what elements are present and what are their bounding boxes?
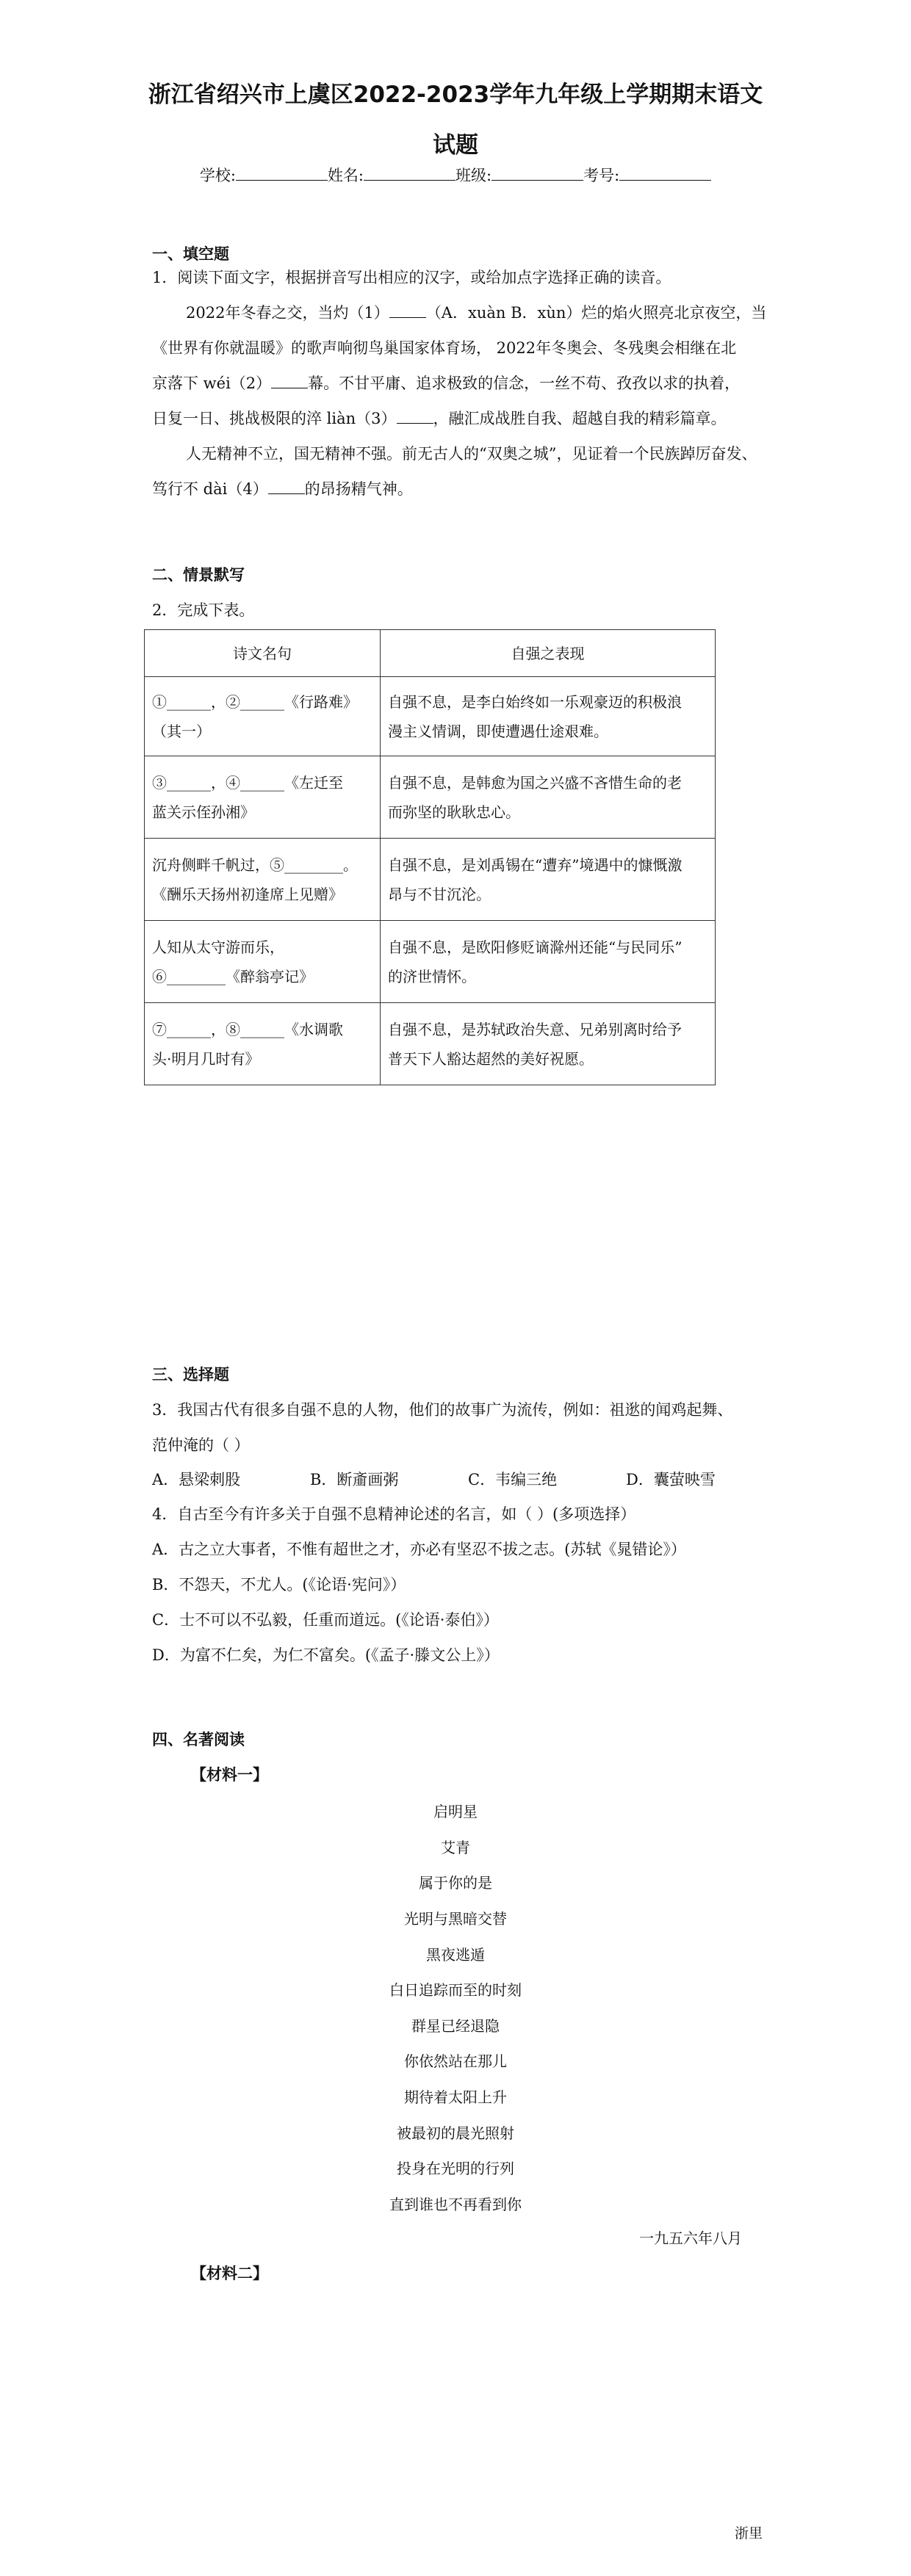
q3-stem-line2: 范仲淹的（ ） <box>152 1436 250 1454</box>
q1-para2-line1: 人无精神不立，国无精神不强。前无古人的“双奥之城”，见证着一个民族踔厉奋发、 <box>186 445 757 463</box>
poem-line: 期待着太阳上升 <box>404 2088 507 2106</box>
section3-heading: 三、选择题 <box>152 1366 229 1383</box>
table-cell-verse[interactable]: 沉舟侧畔千帆过，⑤________。 《酬乐天扬州初逢席上见赠》 <box>145 839 381 921</box>
table-cell-meaning: 自强不息，是苏轼政治失意、兄弟别离时给予 普天下人豁达超然的美好祝愿。 <box>381 1003 716 1085</box>
poem-line: 你依然站在那儿 <box>404 2052 507 2070</box>
section2-heading: 二、情景默写 <box>152 566 245 584</box>
poem-line: 光明与黑暗交替 <box>404 1910 507 1928</box>
q1-para1-line1: 2022年冬春之交，当灼（1） （A．xuàn B．xùn）烂的焰火照亮北京夜空，当 <box>186 304 767 322</box>
poem-title: 启明星 <box>433 1803 478 1820</box>
poem-line: 黑夜逃遁 <box>426 1946 485 1964</box>
table-cell-verse[interactable]: ①______，②______《行路难》 （其一） <box>145 677 381 756</box>
class-blank[interactable] <box>491 167 583 181</box>
poem-line: 群星已经退隐 <box>411 2017 500 2035</box>
page-footer: 浙里 <box>735 2525 763 2541</box>
section4-heading: 四、名著阅读 <box>152 1731 245 1748</box>
table-row <box>145 677 716 756</box>
table-cell-verse[interactable]: ③______，④______《左迁至 蓝关示侄孙湘》 <box>145 756 381 839</box>
q3-stem-line1: 3．我国古代有很多自强不息的人物，他们的故事广为流传，例如：祖逖的闻鸡起舞、 <box>152 1401 733 1419</box>
poem-date: 一九五六年八月 <box>639 2229 742 2247</box>
q4-option-b[interactable]: B．不怨天，不尤人。(《论语·宪问》） <box>152 1576 406 1593</box>
poem-line: 直到谁也不再看到你 <box>389 2196 522 2213</box>
table-header-cell: 自强之表现 <box>381 630 716 677</box>
q2-prompt: 2．完成下表。 <box>152 601 255 619</box>
q1-para1-line4: 日复一日、挑战极限的淬 liàn（3） ，融汇成战胜自我、超越自我的精彩篇章。 <box>152 410 727 427</box>
class-label: 班级: <box>455 167 492 184</box>
poem-author: 艾青 <box>441 1839 470 1856</box>
table-cell-meaning: 自强不息，是李白始终如一乐观豪迈的积极浪 漫主义情调，即使遭遇仕途艰难。 <box>381 677 716 756</box>
exam-no-blank[interactable] <box>619 167 711 181</box>
q1-para1-line2: 《世界有你就温暖》的歌声响彻鸟巢国家体育场， 2022年冬奥会、冬残奥会相继在北 <box>152 339 737 357</box>
name-blank[interactable] <box>364 167 455 181</box>
table-row <box>145 921 716 1003</box>
poem-line: 白日追踪而至的时刻 <box>389 1981 522 1999</box>
q4-option-d[interactable]: D．为富不仁矣，为仁不富矣。(《孟子·滕文公上》） <box>152 1646 500 1664</box>
table-cell-meaning: 自强不息，是韩愈为国之兴盛不吝惜生命的老 而弥坚的耿耿忠心。 <box>381 756 716 839</box>
table-cell-meaning: 自强不息，是欧阳修贬谪滁州还能“与民同乐” 的济世情怀。 <box>381 921 716 1003</box>
q1-para1-line3: 京落下 wéi（2） 幕。不甘平庸、追求极致的信念，一丝不苟、孜孜以求的执着， <box>152 375 741 392</box>
answer-blank-1[interactable] <box>389 304 426 318</box>
q3-option-c[interactable]: C．韦编三绝 <box>468 1471 558 1488</box>
exam-title-line1: 浙江省绍兴市上虞区2022-2023学年九年级上学期期末语文 <box>148 82 763 108</box>
exam-title-line2: 试题 <box>433 132 478 159</box>
material2-label: 【材料二】 <box>191 2264 268 2282</box>
name-label: 姓名: <box>327 167 364 184</box>
q3-option-a[interactable]: A．悬梁刺股 <box>152 1471 241 1488</box>
q3-option-d[interactable]: D．囊萤映雪 <box>626 1471 716 1488</box>
q4-stem: 4．自古至今有许多关于自强不息精神论述的名言，如（ ）(多项选择） <box>152 1505 636 1523</box>
school-blank[interactable] <box>236 167 328 181</box>
poem-line: 投身在光明的行列 <box>397 2160 514 2177</box>
table-header-row <box>145 630 716 677</box>
table-cell-verse[interactable]: 人知从太守游而乐， ⑥________《醉翁亭记》 <box>145 921 381 1003</box>
student-info-line <box>0 164 911 186</box>
answer-blank-4[interactable] <box>268 480 305 494</box>
poem-line: 被最初的晨光照射 <box>397 2124 514 2142</box>
section1-heading: 一、填空题 <box>152 245 229 263</box>
q4-option-a[interactable]: A．古之立大事者，不惟有超世之才，亦必有坚忍不拔之志。(苏轼《晁错论》） <box>152 1541 686 1558</box>
q4-option-c[interactable]: C．士不可以不弘毅，任重而道远。(《论语·泰伯》） <box>152 1611 499 1629</box>
exam-no-label: 考号: <box>583 167 620 184</box>
school-label: 学校: <box>199 167 236 184</box>
table-header-cell: 诗文名句 <box>145 630 381 677</box>
table-cell-verse[interactable]: ⑦______，⑧______《水调歌 头·明月几时有》 <box>145 1003 381 1085</box>
poem-line: 属于你的是 <box>419 1874 492 1892</box>
q1-intro: 1．阅读下面文字，根据拼音写出相应的汉字，或给加点字选择正确的读音。 <box>152 269 671 286</box>
q3-option-b[interactable]: B．断齑画粥 <box>310 1471 399 1488</box>
table-cell-meaning: 自强不息，是刘禹锡在“遭弃”境遇中的慷慨激 昂与不甘沉沦。 <box>381 839 716 921</box>
recitation-table <box>144 629 716 1085</box>
material1-label: 【材料一】 <box>191 1765 268 1784</box>
table-row <box>145 756 716 839</box>
answer-blank-3[interactable] <box>397 410 433 424</box>
answer-blank-2[interactable] <box>271 375 308 388</box>
table-row <box>145 1003 716 1085</box>
q1-para2-line2: 笃行不 dài（4） 的昂扬精气神。 <box>152 480 413 498</box>
table-row <box>145 839 716 921</box>
